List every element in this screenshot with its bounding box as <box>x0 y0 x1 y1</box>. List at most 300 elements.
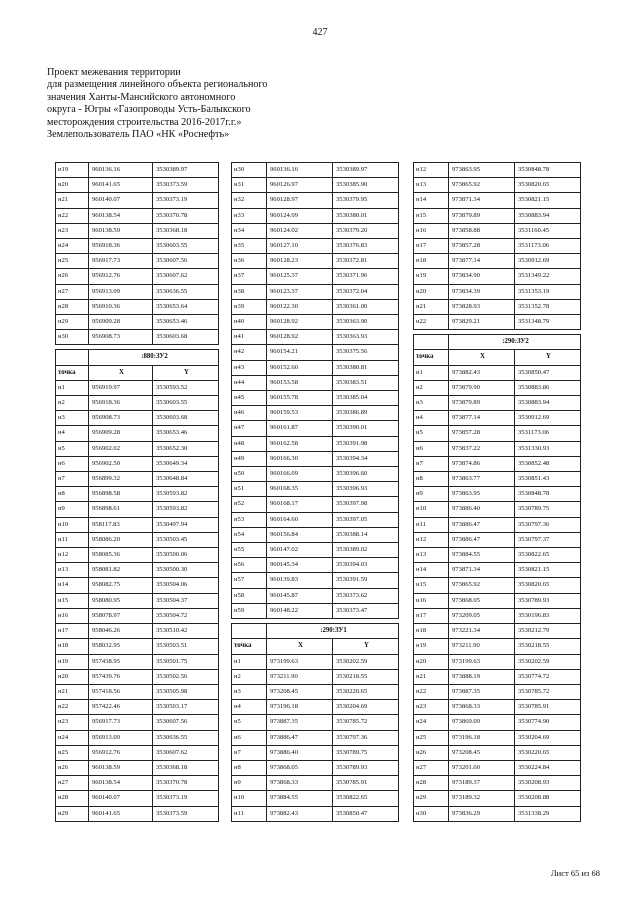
x-cell: 958032.95 <box>89 639 153 654</box>
table-row <box>232 223 399 238</box>
table-row <box>232 269 399 284</box>
x-cell: 973888.19 <box>449 669 515 684</box>
x-cell: 956919.97 <box>89 380 153 395</box>
x-cell: 973196.18 <box>267 700 333 715</box>
section-title-pad <box>414 335 449 350</box>
table-row <box>232 315 399 330</box>
x-cell: 956918.36 <box>89 396 153 411</box>
y-cell: 3530848.78 <box>515 163 581 178</box>
x-cell: 958078.97 <box>89 608 153 623</box>
x-cell: 960161.87 <box>267 421 333 436</box>
x-cell: 957418.56 <box>89 684 153 699</box>
table-row <box>232 163 399 178</box>
header-line: округа - Югры «Газопроводы Усть-Балыкского <box>47 104 251 116</box>
y-cell: 3530373.47 <box>333 603 399 618</box>
table-row <box>414 396 581 411</box>
x-cell: 960128.92 <box>267 330 333 345</box>
y-cell: 3530396.93 <box>333 482 399 497</box>
y-cell: 3530373.19 <box>153 791 219 806</box>
point-cell: н12 <box>414 532 449 547</box>
point-cell: н27 <box>56 284 89 299</box>
point-cell: н18 <box>414 254 449 269</box>
point-cell: н23 <box>414 700 449 715</box>
y-cell: 3531173.06 <box>515 239 581 254</box>
table-row <box>56 806 219 821</box>
table-row <box>232 715 399 730</box>
y-cell: 3530593.82 <box>153 502 219 517</box>
coordinates-table-left <box>55 162 219 822</box>
y-cell: 3530822.65 <box>515 548 581 563</box>
y-cell: 3530821.15 <box>515 563 581 578</box>
header-x: X <box>89 365 153 380</box>
y-cell: 3530797.37 <box>515 532 581 547</box>
x-cell: 973863.95 <box>449 487 515 502</box>
y-cell: 3530503.17 <box>153 700 219 715</box>
x-cell: 973886.47 <box>449 532 515 547</box>
y-cell: 3530208.88 <box>515 791 581 806</box>
y-cell: 3531349.22 <box>515 269 581 284</box>
y-cell: 3530789.93 <box>333 760 399 775</box>
table-row <box>232 543 399 558</box>
y-cell: 3530883.86 <box>515 380 581 395</box>
table-row <box>232 193 399 208</box>
point-cell: н25 <box>56 745 89 760</box>
y-cell: 3530785.91 <box>333 776 399 791</box>
header-y: Y <box>333 639 399 654</box>
y-cell: 3530361.00 <box>333 299 399 314</box>
table-row <box>232 573 399 588</box>
table-row <box>56 163 219 178</box>
x-cell: 973829.21 <box>449 315 515 330</box>
y-cell: 3530379.95 <box>333 193 399 208</box>
table-row <box>414 776 581 791</box>
y-cell: 3530821.15 <box>515 193 581 208</box>
point-cell: н16 <box>414 223 449 238</box>
table-row <box>414 163 581 178</box>
point-cell: н50 <box>232 467 267 482</box>
table-row <box>232 806 399 821</box>
point-cell: н20 <box>56 669 89 684</box>
y-cell: 3530774.90 <box>515 715 581 730</box>
table-row <box>56 472 219 487</box>
y-cell: 3530503.51 <box>153 639 219 654</box>
point-cell: н26 <box>56 269 89 284</box>
table-row <box>232 512 399 527</box>
table-row <box>56 700 219 715</box>
table-row <box>232 330 399 345</box>
x-cell: 973863.77 <box>449 472 515 487</box>
point-cell: н22 <box>414 315 449 330</box>
x-cell: 956908.73 <box>89 330 153 345</box>
point-cell: н6 <box>414 441 449 456</box>
y-cell: 3530774.72 <box>515 669 581 684</box>
y-cell: 3530380.81 <box>333 360 399 375</box>
table-row <box>414 411 581 426</box>
section-title: :290:ЗУ2 <box>449 335 581 350</box>
point-cell: н21 <box>414 669 449 684</box>
x-cell: 973199.63 <box>267 654 333 669</box>
x-cell: 960138.59 <box>89 760 153 775</box>
table-row <box>232 345 399 360</box>
point-cell: н56 <box>232 558 267 573</box>
y-cell: 3531160.45 <box>515 223 581 238</box>
x-cell: 960166.09 <box>267 467 333 482</box>
point-cell: н4 <box>414 411 449 426</box>
x-cell: 956917.73 <box>89 715 153 730</box>
point-cell: н9 <box>414 487 449 502</box>
table-row <box>414 208 581 223</box>
point-cell: н30 <box>56 330 89 345</box>
point-cell: н40 <box>232 315 267 330</box>
y-cell: 3530789.93 <box>515 593 581 608</box>
table-row <box>232 603 399 618</box>
y-cell: 3530607.62 <box>153 269 219 284</box>
x-cell: 973199.63 <box>449 654 515 669</box>
y-cell: 3530372.04 <box>333 284 399 299</box>
point-cell: н10 <box>414 502 449 517</box>
table-row <box>232 451 399 466</box>
point-cell: н4 <box>56 426 89 441</box>
point-cell: н16 <box>414 593 449 608</box>
y-cell: 3530389.97 <box>153 163 219 178</box>
point-cell: н3 <box>56 411 89 426</box>
x-cell: 960123.37 <box>267 284 333 299</box>
x-cell: 960145.34 <box>267 558 333 573</box>
table-row <box>56 593 219 608</box>
x-cell: 973871.34 <box>449 193 515 208</box>
x-cell: 958080.95 <box>89 593 153 608</box>
point-cell: н2 <box>232 669 267 684</box>
y-cell: 3530391.98 <box>333 436 399 451</box>
x-cell: 973879.89 <box>449 396 515 411</box>
x-cell: 960159.53 <box>267 406 333 421</box>
table-row <box>414 269 581 284</box>
x-cell: 958082.75 <box>89 578 153 593</box>
table-row <box>232 360 399 375</box>
y-cell: 3530502.56 <box>153 669 219 684</box>
table-row <box>414 517 581 532</box>
x-cell: 960128.92 <box>267 315 333 330</box>
y-cell: 3530653.64 <box>153 299 219 314</box>
sheet-footer: Лист 65 из 68 <box>550 868 600 878</box>
table-row <box>232 421 399 436</box>
header-y: Y <box>153 365 219 380</box>
point-cell: н21 <box>414 299 449 314</box>
x-cell: 973196.18 <box>449 730 515 745</box>
y-cell: 3531353.19 <box>515 284 581 299</box>
table-row <box>414 456 581 471</box>
x-cell: 973211.90 <box>449 639 515 654</box>
header-line: для размещения линейного объекта регионального <box>47 79 268 91</box>
y-cell: 3530504.37 <box>153 593 219 608</box>
table-row <box>414 284 581 299</box>
x-cell: 960153.58 <box>267 375 333 390</box>
x-cell: 956898.61 <box>89 502 153 517</box>
y-cell: 3530370.78 <box>153 776 219 791</box>
point-cell: н7 <box>56 472 89 487</box>
point-cell: н19 <box>56 163 89 178</box>
coordinates-table-middle <box>231 162 399 822</box>
coordinates-table-right <box>413 162 581 822</box>
y-cell: 3530373.62 <box>333 588 399 603</box>
table-row <box>56 745 219 760</box>
y-cell: 3530653.46 <box>153 315 219 330</box>
header-point: точка <box>232 639 267 654</box>
y-cell: 3530373.59 <box>153 178 219 193</box>
y-cell: 3530376.83 <box>333 239 399 254</box>
x-cell: 973886.47 <box>267 730 333 745</box>
point-cell: н23 <box>56 715 89 730</box>
table-row <box>414 608 581 623</box>
table-row <box>232 700 399 715</box>
y-cell: 3530607.56 <box>153 254 219 269</box>
point-cell: н39 <box>232 299 267 314</box>
table-row <box>56 624 219 639</box>
header-line: значения Ханты-Мансийского автономного <box>47 91 236 103</box>
table-row <box>414 700 581 715</box>
x-cell: 960125.37 <box>267 269 333 284</box>
table-row <box>56 791 219 806</box>
y-cell: 3530593.82 <box>153 487 219 502</box>
point-cell: н13 <box>56 563 89 578</box>
x-cell: 973868.05 <box>449 593 515 608</box>
x-cell: 960128.97 <box>267 193 333 208</box>
point-cell: н52 <box>232 497 267 512</box>
point-cell: н6 <box>232 730 267 745</box>
point-cell: н19 <box>56 654 89 669</box>
point-cell: н5 <box>232 715 267 730</box>
x-cell: 957439.76 <box>89 669 153 684</box>
x-cell: 960168.35 <box>267 482 333 497</box>
table-row <box>232 684 399 699</box>
x-cell: 973868.05 <box>267 760 333 775</box>
y-cell: 3530220.65 <box>515 745 581 760</box>
table-row <box>56 608 219 623</box>
x-cell: 973211.90 <box>267 669 333 684</box>
point-cell: н55 <box>232 543 267 558</box>
point-cell: н11 <box>414 517 449 532</box>
y-cell: 3530218.55 <box>515 639 581 654</box>
x-cell: 958081.82 <box>89 563 153 578</box>
table-row <box>56 548 219 563</box>
table-row <box>414 563 581 578</box>
x-cell: 960156.84 <box>267 527 333 542</box>
y-cell: 3530848.78 <box>515 487 581 502</box>
y-cell: 3530204.69 <box>333 700 399 715</box>
table-row <box>232 406 399 421</box>
table-row <box>232 482 399 497</box>
y-cell: 3530202.59 <box>515 654 581 669</box>
point-cell: н6 <box>56 456 89 471</box>
table-row <box>56 396 219 411</box>
table-row <box>414 441 581 456</box>
point-cell: н30 <box>414 806 449 821</box>
x-cell: 960164.60 <box>267 512 333 527</box>
x-cell: 956912.76 <box>89 269 153 284</box>
document-header <box>47 67 268 141</box>
point-cell: н7 <box>414 456 449 471</box>
point-cell: н34 <box>232 223 267 238</box>
point-cell: н13 <box>414 178 449 193</box>
point-cell: н32 <box>232 193 267 208</box>
y-cell: 3530822.65 <box>333 791 399 806</box>
y-cell: 3530500.06 <box>153 548 219 563</box>
point-cell: н25 <box>414 730 449 745</box>
y-cell: 3530501.75 <box>153 654 219 669</box>
point-cell: н8 <box>414 472 449 487</box>
x-cell: 960152.60 <box>267 360 333 375</box>
point-cell: н24 <box>414 715 449 730</box>
y-cell: 3530220.65 <box>333 684 399 699</box>
y-cell: 3530603.68 <box>153 330 219 345</box>
point-cell: н20 <box>414 654 449 669</box>
y-cell: 3530212.79 <box>515 624 581 639</box>
y-cell: 3531173.06 <box>515 426 581 441</box>
y-cell: 3530603.55 <box>153 239 219 254</box>
table-row <box>56 441 219 456</box>
point-cell: н1 <box>414 365 449 380</box>
point-cell: н5 <box>56 441 89 456</box>
y-cell: 3530397.98 <box>333 497 399 512</box>
table-row <box>414 760 581 775</box>
table-row <box>56 639 219 654</box>
point-cell: н5 <box>414 426 449 441</box>
y-cell: 3530196.83 <box>515 608 581 623</box>
x-cell: 960138.54 <box>89 208 153 223</box>
table-row <box>56 669 219 684</box>
x-cell: 973879.90 <box>449 380 515 395</box>
point-cell: н44 <box>232 375 267 390</box>
y-cell: 3530368.18 <box>153 760 219 775</box>
point-cell: н36 <box>232 254 267 269</box>
table-row <box>414 426 581 441</box>
table-row <box>232 776 399 791</box>
y-cell: 3530386.89 <box>333 406 399 421</box>
x-cell: 957422.46 <box>89 700 153 715</box>
point-cell: н22 <box>414 684 449 699</box>
point-cell: н45 <box>232 391 267 406</box>
x-cell: 973221.34 <box>449 624 515 639</box>
x-cell: 960148.22 <box>267 603 333 618</box>
header-line: месторождения строительства 2016-2017г.г.» <box>47 116 242 128</box>
point-cell: н38 <box>232 284 267 299</box>
table-row <box>414 684 581 699</box>
table-row <box>232 669 399 684</box>
table-row <box>414 548 581 563</box>
table-row <box>414 487 581 502</box>
x-cell: 973877.14 <box>449 411 515 426</box>
x-cell: 973828.93 <box>449 299 515 314</box>
x-cell: 956908.73 <box>89 411 153 426</box>
y-cell: 3530636.55 <box>153 730 219 745</box>
y-cell: 3530820.65 <box>515 178 581 193</box>
point-cell: н20 <box>56 178 89 193</box>
point-cell: н12 <box>414 163 449 178</box>
y-cell: 3530224.84 <box>515 760 581 775</box>
y-cell: 3530603.55 <box>153 396 219 411</box>
y-cell: 3530510.42 <box>153 624 219 639</box>
point-cell: н37 <box>232 269 267 284</box>
table-row <box>56 223 219 238</box>
y-cell: 3530648.84 <box>153 472 219 487</box>
table-row <box>56 502 219 517</box>
x-cell: 956909.28 <box>89 426 153 441</box>
table-row <box>232 391 399 406</box>
point-cell: н24 <box>56 239 89 254</box>
x-cell: 960138.54 <box>89 776 153 791</box>
x-cell: 973868.33 <box>449 700 515 715</box>
y-cell: 3530797.36 <box>515 517 581 532</box>
table-row <box>56 532 219 547</box>
y-cell: 3530394.03 <box>333 558 399 573</box>
table-row <box>56 730 219 745</box>
y-cell: 3530385.04 <box>333 391 399 406</box>
y-cell: 3530785.72 <box>333 715 399 730</box>
point-cell: н47 <box>232 421 267 436</box>
point-cell: н8 <box>56 487 89 502</box>
x-cell: 960138.59 <box>89 223 153 238</box>
table-row <box>414 624 581 639</box>
table-row <box>414 178 581 193</box>
y-cell: 3531330.93 <box>515 441 581 456</box>
x-cell: 956902.02 <box>89 441 153 456</box>
table-row <box>414 193 581 208</box>
point-cell: н2 <box>56 396 89 411</box>
point-cell: н28 <box>414 776 449 791</box>
point-cell: н24 <box>56 730 89 745</box>
table-row <box>56 456 219 471</box>
table-row <box>56 487 219 502</box>
table-row <box>232 588 399 603</box>
point-cell: н49 <box>232 451 267 466</box>
point-cell: н8 <box>232 760 267 775</box>
x-cell: 960155.78 <box>267 391 333 406</box>
y-cell: 3530202.59 <box>333 654 399 669</box>
y-cell: 3530652.30 <box>153 441 219 456</box>
point-cell: н9 <box>56 502 89 517</box>
y-cell: 3530504.72 <box>153 608 219 623</box>
point-cell: н26 <box>56 760 89 775</box>
table-row <box>414 365 581 380</box>
table-header-row <box>56 365 219 380</box>
point-cell: н59 <box>232 603 267 618</box>
y-cell: 3530372.81 <box>333 254 399 269</box>
table-row <box>56 411 219 426</box>
table-row <box>414 715 581 730</box>
point-cell: н14 <box>414 563 449 578</box>
point-cell: н7 <box>232 745 267 760</box>
section-title-row <box>414 335 581 350</box>
point-cell: н22 <box>56 700 89 715</box>
point-cell: н51 <box>232 482 267 497</box>
x-cell: 957438.95 <box>89 654 153 669</box>
table-row <box>232 239 399 254</box>
point-cell: н28 <box>56 299 89 314</box>
y-cell: 3530208.93 <box>515 776 581 791</box>
table-row <box>414 654 581 669</box>
table-row <box>414 730 581 745</box>
point-cell: н4 <box>232 700 267 715</box>
x-cell: 973886.40 <box>449 502 515 517</box>
point-cell: н16 <box>56 608 89 623</box>
x-cell: 973886.47 <box>449 517 515 532</box>
point-cell: н11 <box>232 806 267 821</box>
x-cell: 960147.02 <box>267 543 333 558</box>
x-cell: 960139.83 <box>267 573 333 588</box>
page-number: 427 <box>312 27 328 38</box>
point-cell: н21 <box>56 193 89 208</box>
table-row <box>232 730 399 745</box>
